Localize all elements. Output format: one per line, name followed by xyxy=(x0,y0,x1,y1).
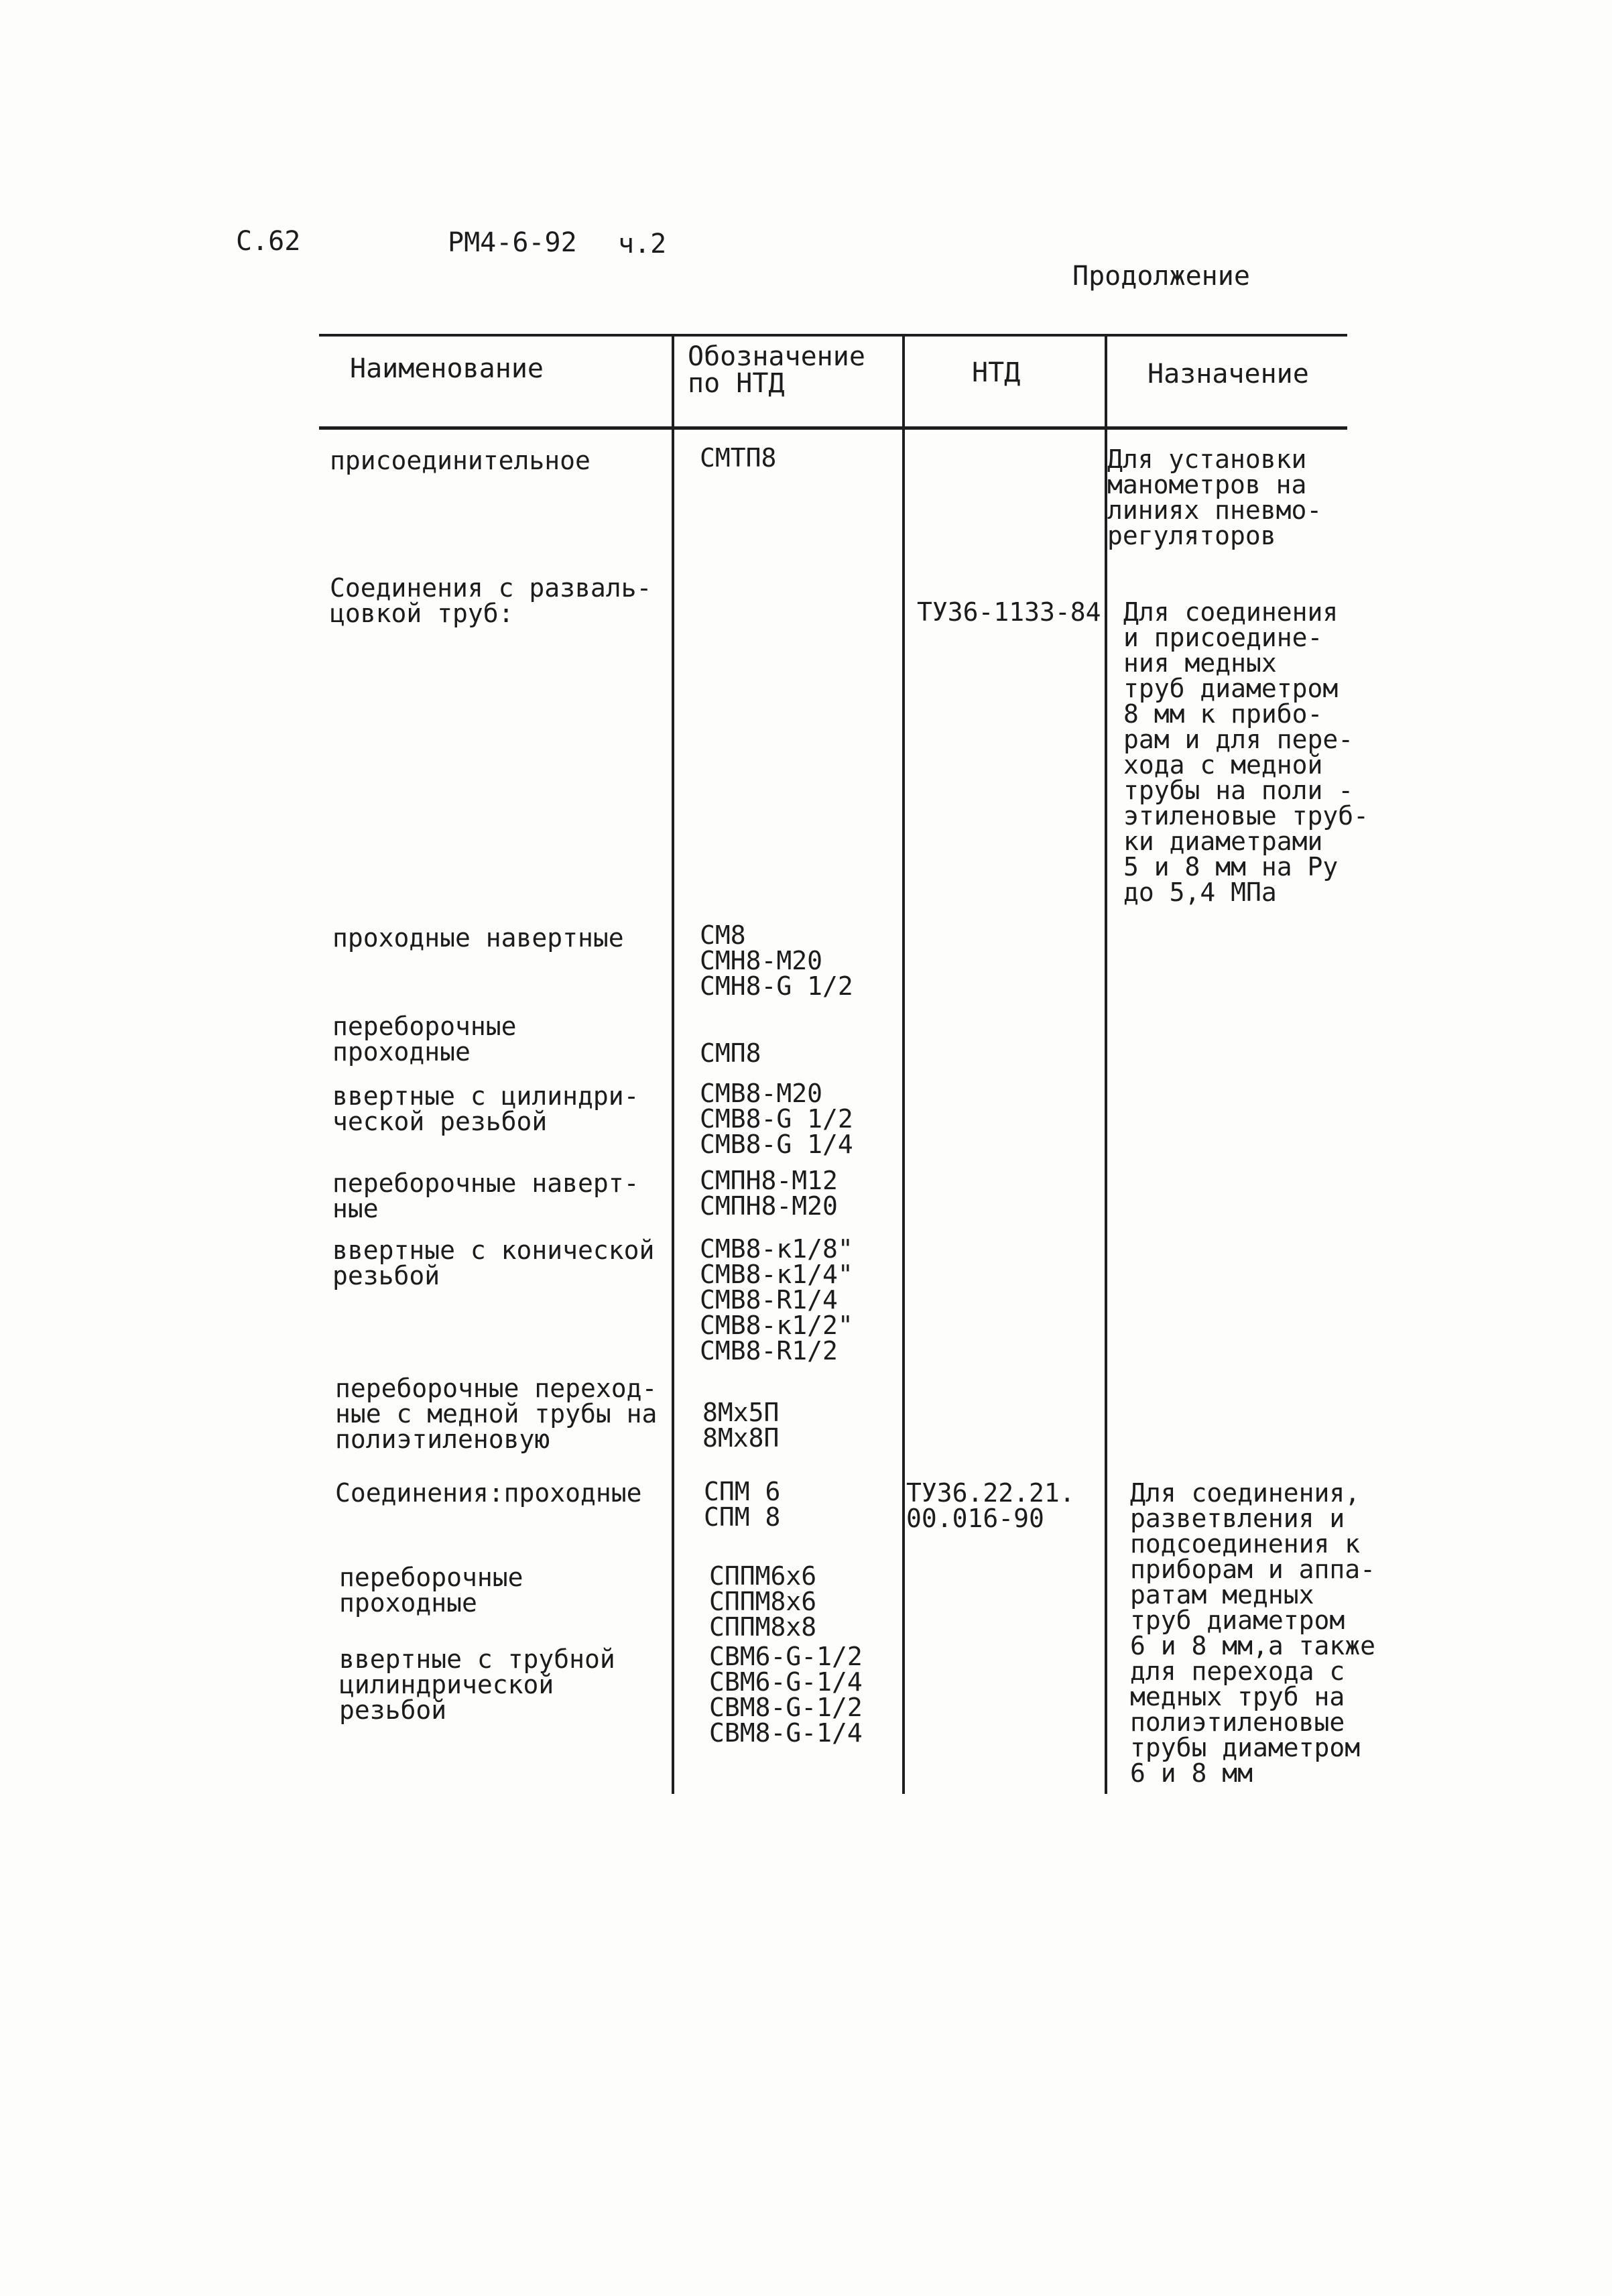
table-top-rule xyxy=(319,334,1347,337)
column-divider-3 xyxy=(1105,334,1107,1794)
column-header-name: Наименование xyxy=(350,353,544,384)
column-header-designation: Обозначение по НТД xyxy=(688,341,865,399)
row-name: переборочные проходные xyxy=(332,1012,517,1067)
row-designation: СМТП8 xyxy=(700,443,777,473)
row-purpose: Для соединения и присоедине- ния медных труб диаметром 8 мм к прибо- рам и для пере- хода с медной трубы на поли - этиленовые труб- ки диаметрами 5 и 8 мм на Ру до 5,4 МПа xyxy=(1123,597,1369,907)
column-divider-2 xyxy=(902,334,905,1794)
row-name: Соединения с разваль- цовкой труб: xyxy=(330,573,652,628)
column-divider-1 xyxy=(672,334,674,1794)
row-designation: СМ8 СМН8-М20 СМН8-G 1/2 xyxy=(700,920,853,1001)
row-name: Соединения:проходные xyxy=(335,1478,642,1508)
row-designation: СМВ8-М20 СМВ8-G 1/2 СМВ8-G 1/4 xyxy=(700,1079,853,1159)
row-purpose: Для установки манометров на линиях пневмо- регуляторов xyxy=(1107,444,1322,550)
row-name: переборочные проходные xyxy=(339,1563,523,1618)
column-header-purpose: Назначение xyxy=(1148,359,1309,389)
row-name: переборочные наверт- ные xyxy=(332,1168,639,1223)
row-name: проходные навертные xyxy=(332,923,624,953)
row-name: присоединительное xyxy=(330,446,591,475)
row-designation: СПМ 6 СПМ 8 xyxy=(704,1477,781,1532)
row-name: ввертные с конической резьбой xyxy=(332,1235,655,1290)
table-header-rule xyxy=(319,426,1347,430)
document-code: РМ4-6-92 xyxy=(448,227,577,258)
continuation-label: Продолжение xyxy=(1072,261,1250,292)
row-name: переборочные переход- ные с медной трубы на полиэтиленовую xyxy=(335,1374,658,1454)
row-designation: СВМ6-G-1/2 СВМ6-G-1/4 СВМ8-G-1/2 СВМ8-G-1/4 xyxy=(709,1642,863,1748)
document-part: ч.2 xyxy=(618,229,667,259)
row-designation: СМПН8-М12 СМПН8-М20 xyxy=(700,1166,838,1221)
row-designation: СМП8 xyxy=(700,1038,761,1068)
row-designation: СМВ8-к1/8" СМВ8-к1/4" СМВ8-R1/4 СМВ8-к1/2" СМВ8-R1/2 xyxy=(700,1234,853,1366)
row-name: ввертные с трубной цилиндрической резьбой xyxy=(339,1644,615,1725)
row-designation: СППМ6х6 СППМ8х6 СППМ8х8 xyxy=(709,1561,817,1642)
row-purpose: Для соединения, разветвления и подсоединения к приборам и аппа- ратам медных труб диаметром 6 и 8 мм,а также для перехода с медных труб на полиэтиленовые трубы диаметром 6 и 8 мм xyxy=(1130,1478,1376,1788)
row-ntd: ТУ36-1133-84 xyxy=(917,597,1101,627)
column-header-ntd: НТД xyxy=(972,357,1021,388)
row-designation: 8Мх5П 8Мх8П xyxy=(702,1398,780,1453)
page-number: С.62 xyxy=(236,226,301,257)
row-name: ввертные с цилиндри- ческой резьбой xyxy=(332,1081,639,1136)
row-ntd: ТУ36.22.21. 00.016-90 xyxy=(906,1478,1075,1533)
